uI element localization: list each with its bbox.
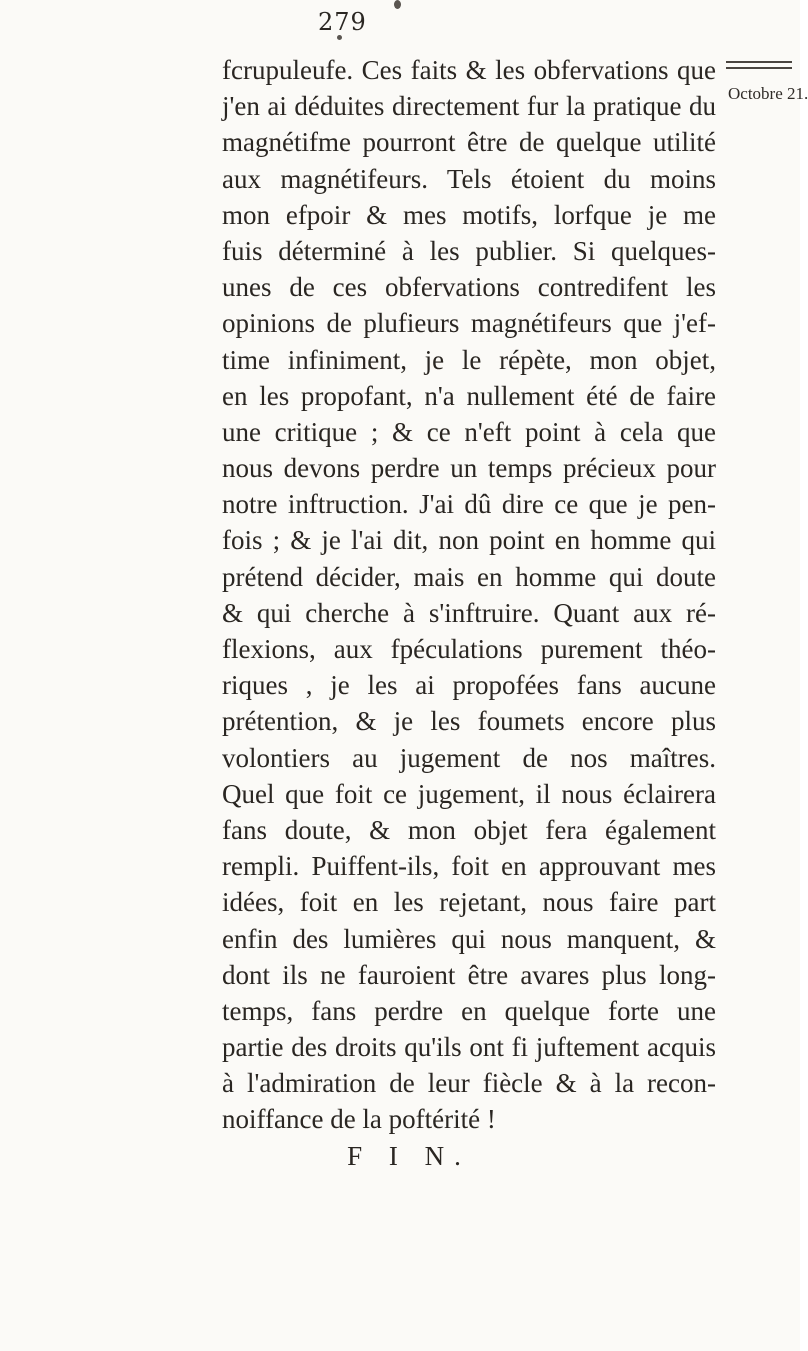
text-line: enfin des lumières qui nous manquent, &: [222, 923, 716, 954]
text-line: riques , je les ai propofées fans aucune: [222, 670, 716, 701]
text-line: volontiers au jugement de nos maîtres.: [222, 742, 716, 773]
text-line: fans doute, & mon objet fera également: [222, 814, 716, 845]
margin-rule: [726, 67, 792, 69]
text-line: time infiniment, je le répète, mon objet,: [222, 344, 716, 375]
text-line: aux magnétifeurs. Tels étoient du moins: [222, 163, 716, 194]
text-line: noiffance de la poftérité !: [222, 1104, 496, 1135]
text-line: Quel que foit ce jugement, il nous éclairera: [222, 778, 716, 809]
text-line: fuis déterminé à les publier. Si quelques-: [222, 235, 716, 266]
text-line: en les propofant, n'a nullement été de faire: [222, 380, 716, 411]
text-line: partie des droits qu'ils ont fi juftement acquis: [222, 1032, 716, 1063]
text-line: rempli. Puiffent-ils, foit en approuvant mes: [222, 851, 716, 882]
text-line: magnétifme pourront être de quelque utilité: [222, 127, 716, 158]
text-line: une critique ; & ce n'eft point à cela que: [222, 416, 716, 447]
text-line: prétention, & je les foumets encore plus: [222, 706, 716, 737]
text-line: flexions, aux fpéculations purement théo-: [222, 634, 716, 664]
text-line: fcrupuleufe. Ces faits & les obfervations que: [222, 55, 716, 85]
closing-fin: F I N.: [347, 1140, 471, 1171]
text-line: idées, foit en les rejetant, nous faire part: [222, 887, 716, 918]
text-line: nous devons perdre un temps précieux pour: [222, 453, 716, 484]
margin-note-date: Octobre 21.: [728, 84, 808, 103]
margin-rule: [726, 61, 792, 63]
text-line: fois ; & je l'ai dit, non point en homme qui: [222, 525, 716, 556]
text-line: dont ils ne fauroient être avares plus long-: [222, 959, 716, 990]
page-number: 279: [318, 8, 367, 36]
text-line: j'en ai déduites directement fur la pratique du: [222, 91, 716, 122]
text-line: notre inftruction. J'ai dû dire ce que je pen-: [222, 489, 716, 520]
text-line: mon efpoir & mes motifs, lorfque je me: [222, 199, 716, 230]
text-line: unes de ces obfervations contredifent les: [222, 272, 716, 303]
text-line: prétend décider, mais en homme qui doute: [222, 561, 716, 592]
text-line: temps, fans perdre en quelque forte une: [222, 995, 716, 1026]
text-line: opinions de plufieurs magnétifeurs que j'ef-: [222, 308, 716, 339]
text-line: à l'admiration de leur fiècle & à la recon-: [222, 1068, 716, 1099]
text-line: & qui cherche à s'inftruire. Quant aux ré-: [222, 597, 716, 628]
ink-speck: [394, 0, 401, 9]
body-text: [222, 52, 716, 1174]
